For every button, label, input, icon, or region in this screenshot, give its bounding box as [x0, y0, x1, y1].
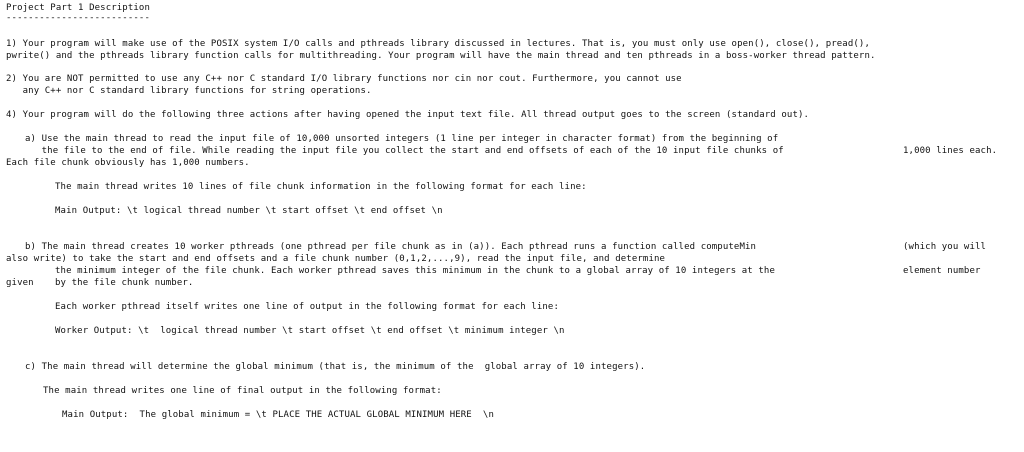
item-2-line-2: any C++ nor C standard library functions for string operations.	[6, 86, 372, 96]
part-a-line-1: a) Use the main thread to read the input file of 10,000 unsorted integers (1 line per integer in character format) from the beginning of	[25, 134, 779, 144]
part-b-line-3-tail: element number	[903, 266, 981, 276]
document-title: Project Part 1 Description	[6, 3, 150, 13]
part-b-line-5: Each worker pthread itself writes one line of output in the following format for each line:	[55, 302, 559, 312]
part-a-line-3: Each file chunk obviously has 1,000 numbers.	[6, 158, 250, 168]
part-a-line-2: the file to the end of file. While reading the input file you collect the start and end offsets of each of the 10 input file chunks of	[25, 146, 784, 156]
title-underline: --------------------------	[6, 13, 150, 23]
worker-output-format: Worker Output: \t logical thread number \t start offset \t end offset \t minimum integer \n	[55, 326, 565, 336]
part-a-line-2-tail: 1,000 lines each.	[903, 146, 998, 156]
item-1-line-1: 1) Your program will make use of the POSIX system I/O calls and pthreads library discussed in lectures. That is, you must only use open(), close(), pread(),	[6, 39, 870, 49]
part-b-line-4-head: given	[6, 278, 34, 288]
part-b-line-2: also write) to take the start and end offsets and a file chunk number (0,1,2,...,9), read the input file, and determine	[6, 254, 666, 264]
part-b-line-1-tail: (which you will	[903, 242, 987, 252]
item-4-line-1: 4) Your program will do the following three actions after having opened the input text file. All thread output goes to the screen (standard out).	[6, 110, 810, 120]
main-output-global-minimum-format: Main Output: The global minimum = \t PLACE THE ACTUAL GLOBAL MINIMUM HERE \n	[62, 410, 494, 420]
part-b-line-1: b) The main thread creates 10 worker pthreads (one pthread per file chunk as in (a)). Each pthread runs a function called computeMin	[25, 242, 757, 252]
part-a-line-4: The main thread writes 10 lines of file chunk information in the following format for each line:	[55, 182, 587, 192]
part-c-line-1: c) The main thread will determine the global minimum (that is, the minimum of the global array of 10 integers).	[25, 362, 646, 372]
part-b-line-4: by the file chunk number.	[55, 278, 194, 288]
item-1-line-2: pwrite() and the pthreads library function calls for multithreading. Your program will have the main thread and ten pthreads in a boss-worker thread pattern.	[6, 51, 876, 61]
item-2-line-1: 2) You are NOT permitted to use any C++ nor C standard I/O library functions nor cin nor cout. Furthermore, you cannot use	[6, 74, 682, 84]
main-output-format-chunks: Main Output: \t logical thread number \t start offset \t end offset \n	[55, 206, 443, 216]
part-c-line-2: The main thread writes one line of final output in the following format:	[43, 386, 442, 396]
part-b-line-3: the minimum integer of the file chunk. Each worker pthread saves this minimum in the chunk to a global array of 10 integers at the	[55, 266, 775, 276]
